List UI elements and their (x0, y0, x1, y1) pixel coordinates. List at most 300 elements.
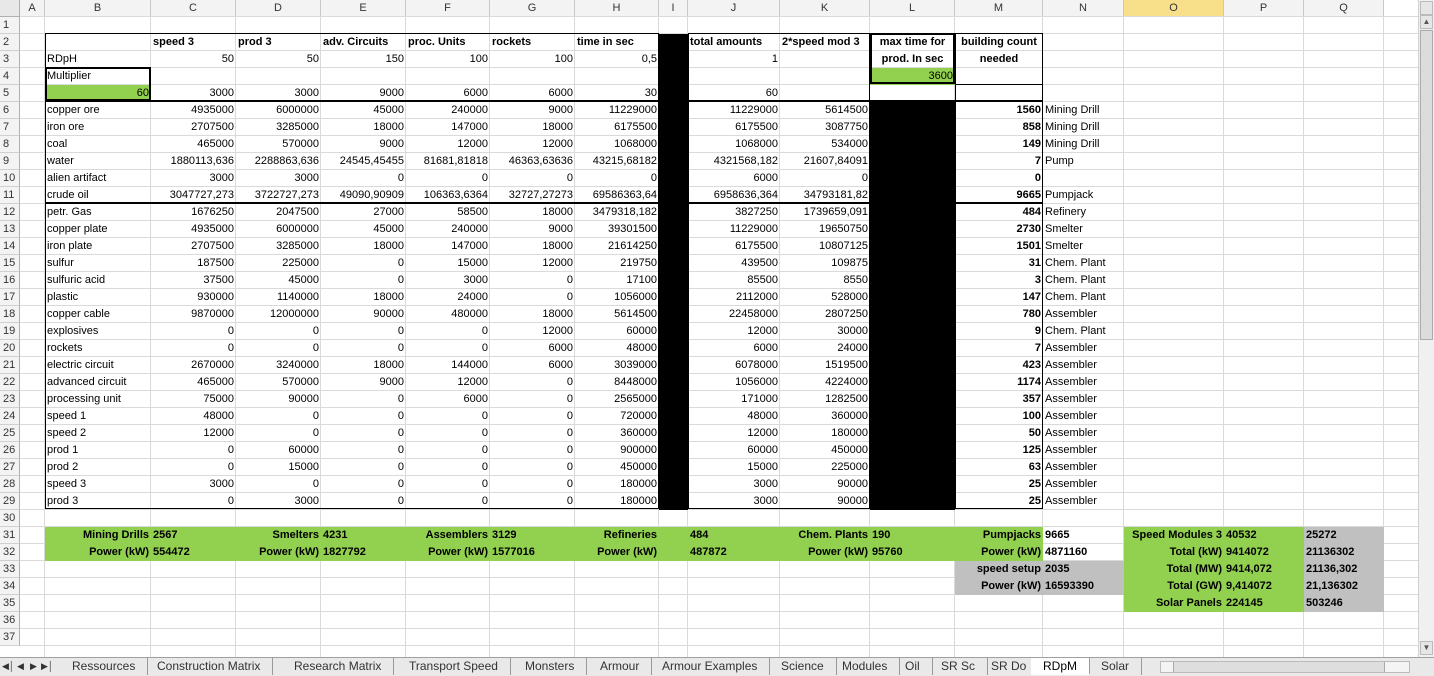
multiplier-label[interactable]: Multiplier (47, 70, 92, 82)
row-header-5[interactable]: 5 (0, 85, 20, 102)
cell-o34[interactable]: Total (GW) (1167, 580, 1222, 592)
row-header-12[interactable]: 12 (0, 204, 20, 221)
table-cell[interactable]: 9000 (548, 223, 573, 235)
table-cell[interactable]: 780 (1022, 308, 1041, 320)
row-header-14[interactable]: 14 (0, 238, 20, 255)
sheet-tab-armour-examples[interactable]: Armour Examples (650, 658, 770, 675)
table-cell[interactable]: 2730 (1016, 223, 1041, 235)
table-cell[interactable]: 0 (397, 461, 404, 473)
row-header-15[interactable]: 15 (0, 255, 20, 272)
cell-m34[interactable]: Power (kW) (981, 580, 1041, 592)
cell-o31[interactable]: Speed Modules 3 (1132, 529, 1222, 541)
table-cell[interactable]: 3000 (294, 495, 319, 507)
vertical-scroll-thumb[interactable] (1420, 30, 1433, 340)
table-cell[interactable]: 3240000 (276, 359, 319, 371)
column-header-h[interactable]: H (575, 0, 659, 17)
cell-k31[interactable]: Chem. Plants (798, 529, 868, 541)
cell-l32[interactable]: 95760 (872, 546, 903, 558)
table-cell[interactable]: 1174 (1017, 376, 1041, 388)
table-cell[interactable]: 2565000 (614, 393, 657, 405)
row-header-21[interactable]: 21 (0, 357, 20, 374)
table-cell[interactable]: 7 (1034, 155, 1041, 167)
table-cell[interactable]: 0 (566, 172, 573, 184)
table-cell[interactable]: 450000 (620, 461, 657, 473)
table-cell[interactable]: 0 (481, 427, 488, 439)
column-header-j[interactable]: J (688, 0, 780, 17)
table-cell[interactable]: 720000 (620, 410, 657, 422)
column-header-b[interactable]: B (45, 0, 151, 17)
building-type-cell[interactable]: Chem. Plant (1045, 257, 1106, 269)
table-cell[interactable]: 11229000 (729, 104, 778, 116)
table-cell[interactable]: 125 (1022, 444, 1041, 456)
column-header-k[interactable]: K (780, 0, 870, 17)
table-cell[interactable]: 1056000 (614, 291, 657, 303)
cell-h5[interactable]: 30 (644, 87, 657, 99)
table-cell[interactable]: 9870000 (191, 308, 234, 320)
column-header-c[interactable]: C (151, 0, 236, 17)
table-cell[interactable]: 3087750 (825, 121, 868, 133)
table-cell[interactable]: 18000 (373, 121, 404, 133)
table-cell[interactable]: 0 (566, 478, 573, 490)
cell-q32[interactable]: 21136302 (1306, 546, 1355, 558)
cell-f3[interactable]: 100 (469, 53, 488, 65)
cell-g3[interactable]: 100 (554, 53, 573, 65)
row-header-18[interactable]: 18 (0, 306, 20, 323)
table-cell[interactable]: 0 (227, 325, 234, 337)
table-cell[interactable]: 2288863,636 (254, 155, 319, 167)
building-type-cell[interactable]: Assembler (1045, 359, 1097, 371)
cell-l3[interactable]: prod. In sec (881, 53, 944, 65)
table-cell[interactable]: 48000 (747, 410, 778, 422)
cell-c31[interactable]: 2567 (153, 529, 178, 541)
table-cell[interactable]: 3000 (294, 172, 319, 184)
cell-k32[interactable]: Power (kW) (808, 546, 868, 558)
table-cell[interactable]: 18000 (373, 240, 404, 252)
cell-n34[interactable]: 16593390 (1045, 580, 1094, 592)
building-type-cell[interactable]: Smelter (1045, 240, 1083, 252)
table-cell[interactable]: 4935000 (191, 223, 234, 235)
cell-d32[interactable]: Power (kW) (259, 546, 319, 558)
table-cell[interactable]: 0 (227, 342, 234, 354)
table-cell[interactable]: 360000 (620, 427, 657, 439)
table-cell[interactable]: 69586363,64 (592, 189, 657, 201)
cell-m33[interactable]: speed setup (976, 563, 1041, 575)
horizontal-scroll-thumb[interactable] (1173, 662, 1385, 672)
column-header-n[interactable]: N (1043, 0, 1124, 17)
item-name-cell[interactable]: iron ore (47, 121, 85, 133)
table-cell[interactable]: 240000 (451, 223, 488, 235)
table-cell[interactable]: 11229000 (608, 104, 657, 116)
table-cell[interactable]: 225000 (831, 461, 868, 473)
table-cell[interactable]: 22458000 (729, 308, 778, 320)
table-cell[interactable]: 0 (650, 172, 657, 184)
table-cell[interactable]: 8550 (843, 274, 868, 286)
column-header-i[interactable]: I (659, 0, 688, 17)
table-cell[interactable]: 450000 (831, 444, 868, 456)
table-cell[interactable]: 4935000 (191, 104, 234, 116)
table-cell[interactable]: 0 (312, 325, 319, 337)
item-name-cell[interactable]: prod 1 (47, 444, 79, 456)
building-type-cell[interactable]: Assembler (1045, 342, 1097, 354)
table-cell[interactable]: 357 (1022, 393, 1041, 405)
table-cell[interactable]: 0 (227, 444, 234, 456)
table-cell[interactable]: 187500 (197, 257, 234, 269)
sheet-tab-modules[interactable]: Modules (830, 658, 900, 675)
item-name-cell[interactable]: prod 3 (47, 495, 79, 507)
table-cell[interactable]: 24000 (837, 342, 868, 354)
table-cell[interactable]: 180000 (620, 495, 657, 507)
table-cell[interactable]: 58500 (457, 206, 488, 218)
sheet-tab-construction-matrix[interactable]: Construction Matrix (145, 658, 273, 675)
sheet-tab-monsters[interactable]: Monsters (513, 658, 587, 675)
table-cell[interactable]: 15000 (747, 461, 778, 473)
table-cell[interactable]: 4321568,182 (713, 155, 778, 167)
row-header-3[interactable]: 3 (0, 51, 20, 68)
scroll-up-arrow-icon[interactable]: ▲ (1420, 15, 1433, 29)
table-cell[interactable]: 6000000 (276, 223, 319, 235)
building-type-cell[interactable]: Assembler (1045, 427, 1097, 439)
item-name-cell[interactable]: sulfur (47, 257, 74, 269)
column-header-o[interactable]: O (1124, 0, 1224, 17)
table-cell[interactable]: 528000 (831, 291, 868, 303)
row-header-33[interactable]: 33 (0, 561, 20, 578)
table-cell[interactable]: 31 (1028, 257, 1041, 269)
cell-h3[interactable]: 0,5 (641, 53, 657, 65)
table-cell[interactable]: 6000 (753, 342, 778, 354)
table-cell[interactable]: 144000 (451, 359, 488, 371)
building-type-cell[interactable]: Mining Drill (1045, 121, 1100, 133)
row-header-2[interactable]: 2 (0, 34, 20, 51)
item-name-cell[interactable]: explosives (47, 325, 99, 337)
table-cell[interactable]: 60000 (626, 325, 657, 337)
table-cell[interactable]: 37500 (203, 274, 234, 286)
table-cell[interactable]: 0 (566, 291, 573, 303)
cell-p34[interactable]: 9,414072 (1226, 580, 1272, 592)
table-cell[interactable]: 50 (1028, 427, 1041, 439)
cell-n33[interactable]: 2035 (1045, 563, 1070, 575)
table-cell[interactable]: 0 (1034, 172, 1041, 184)
table-cell[interactable]: 90000 (288, 393, 319, 405)
table-cell[interactable]: 11229000 (729, 223, 778, 235)
table-cell[interactable]: 48000 (626, 342, 657, 354)
building-type-cell[interactable]: Smelter (1045, 223, 1083, 235)
table-cell[interactable]: 0 (397, 325, 404, 337)
table-cell[interactable]: 2807250 (825, 308, 868, 320)
cell-e5[interactable]: 9000 (379, 87, 404, 99)
table-cell[interactable]: 570000 (282, 138, 319, 150)
row-header-22[interactable]: 22 (0, 374, 20, 391)
sheet-tab-solar[interactable]: Solar (1089, 658, 1142, 675)
cell-b31[interactable]: Mining Drills (83, 529, 149, 541)
item-name-cell[interactable]: coal (47, 138, 68, 150)
table-cell[interactable]: 3000 (753, 495, 778, 507)
table-cell[interactable]: 0 (397, 478, 404, 490)
table-cell[interactable]: 48000 (203, 410, 234, 422)
table-cell[interactable]: 1519500 (825, 359, 868, 371)
table-cell[interactable]: 0 (397, 172, 404, 184)
row-header-10[interactable]: 10 (0, 170, 20, 187)
table-cell[interactable]: 0 (312, 427, 319, 439)
table-cell[interactable]: 9000 (379, 138, 404, 150)
cell-e3[interactable]: 150 (385, 53, 404, 65)
next-sheet-icon[interactable]: ▶ (30, 661, 37, 671)
row-header-28[interactable]: 28 (0, 476, 20, 493)
table-cell[interactable]: 0 (566, 444, 573, 456)
table-cell[interactable]: 6175500 (614, 121, 657, 133)
table-cell[interactable]: 49090,90909 (339, 189, 404, 201)
sheet-tab-rdpm[interactable]: RDpM (1031, 658, 1090, 675)
table-cell[interactable]: 3285000 (276, 121, 319, 133)
building-type-cell[interactable]: Assembler (1045, 461, 1097, 473)
table-cell[interactable]: 21614250 (608, 240, 657, 252)
table-cell[interactable]: 32727,27273 (508, 189, 573, 201)
table-cell[interactable]: 6175500 (735, 121, 778, 133)
table-cell[interactable]: 18000 (542, 308, 573, 320)
table-cell[interactable]: 2707500 (191, 121, 234, 133)
table-cell[interactable]: 6000 (753, 172, 778, 184)
table-cell[interactable]: 17100 (626, 274, 657, 286)
table-cell[interactable]: 18000 (542, 240, 573, 252)
column-header-f[interactable]: F (406, 0, 490, 17)
cell-j3[interactable]: 1 (771, 53, 778, 65)
row-header-20[interactable]: 20 (0, 340, 20, 357)
cell-h31[interactable]: Refineries (603, 529, 657, 541)
cell-h2[interactable]: time in sec (577, 36, 634, 48)
table-cell[interactable]: 3722727,273 (254, 189, 319, 201)
row-header-1[interactable]: 1 (0, 17, 20, 34)
column-header-l[interactable]: L (870, 0, 955, 17)
table-cell[interactable]: 24000 (457, 291, 488, 303)
table-cell[interactable]: 219750 (620, 257, 657, 269)
table-cell[interactable]: 171000 (741, 393, 778, 405)
table-cell[interactable]: 360000 (831, 410, 868, 422)
table-cell[interactable]: 180000 (620, 478, 657, 490)
table-cell[interactable]: 1560 (1016, 104, 1041, 116)
table-cell[interactable]: 6958636,364 (713, 189, 778, 201)
cell-l2[interactable]: max time for (879, 36, 946, 48)
table-cell[interactable]: 9 (1034, 325, 1041, 337)
table-cell[interactable]: 484 (1022, 206, 1041, 218)
cell-k2[interactable]: 2*speed mod 3 (782, 36, 860, 48)
table-cell[interactable]: 0 (397, 393, 404, 405)
building-type-cell[interactable]: Assembler (1045, 376, 1097, 388)
table-cell[interactable]: 0 (481, 172, 488, 184)
column-header-a[interactable]: A (20, 0, 45, 17)
table-cell[interactable]: 3000 (209, 478, 234, 490)
sheet-tab-armour[interactable]: Armour (588, 658, 652, 675)
cell-f5[interactable]: 6000 (463, 87, 488, 99)
item-name-cell[interactable]: copper plate (47, 223, 108, 235)
table-cell[interactable]: 1140000 (276, 291, 319, 303)
table-cell[interactable]: 3000 (753, 478, 778, 490)
item-name-cell[interactable]: speed 3 (47, 478, 87, 490)
table-cell[interactable]: 109875 (831, 257, 868, 269)
table-cell[interactable]: 45000 (373, 223, 404, 235)
table-cell[interactable]: 18000 (542, 206, 573, 218)
building-type-cell[interactable] (1043, 170, 1124, 187)
table-cell[interactable]: 60000 (288, 444, 319, 456)
table-cell[interactable]: 0 (312, 478, 319, 490)
item-name-cell[interactable]: rockets (47, 342, 83, 354)
table-cell[interactable]: 2112000 (735, 291, 778, 303)
table-cell[interactable]: 19650750 (819, 223, 868, 235)
sheet-tab-sr-sc[interactable]: SR Sc (929, 658, 988, 675)
item-name-cell[interactable]: crude oil (47, 189, 89, 201)
table-cell[interactable]: 24545,45455 (339, 155, 404, 167)
table-cell[interactable]: 240000 (451, 104, 488, 116)
table-cell[interactable]: 63 (1028, 461, 1041, 473)
table-cell[interactable]: 3000 (209, 172, 234, 184)
item-name-cell[interactable]: iron plate (47, 240, 93, 252)
cell-n32[interactable]: 4871160 (1045, 546, 1088, 558)
table-cell[interactable]: 439500 (741, 257, 778, 269)
table-cell[interactable]: 0 (566, 393, 573, 405)
row-header-36[interactable]: 36 (0, 612, 20, 629)
cell-p32[interactable]: 9414072 (1226, 546, 1269, 558)
cell-j31[interactable]: 484 (690, 529, 709, 541)
table-cell[interactable]: 0 (397, 444, 404, 456)
table-cell[interactable]: 6000 (548, 359, 573, 371)
table-cell[interactable]: 0 (481, 495, 488, 507)
table-cell[interactable]: 81681,81818 (423, 155, 488, 167)
item-name-cell[interactable]: alien artifact (47, 172, 107, 184)
table-cell[interactable]: 0 (227, 461, 234, 473)
table-cell[interactable]: 6000 (463, 393, 488, 405)
split-box[interactable] (1420, 1, 1433, 15)
table-cell[interactable]: 18000 (542, 121, 573, 133)
building-type-cell[interactable]: Assembler (1045, 444, 1097, 456)
table-cell[interactable]: 12000 (747, 325, 778, 337)
table-cell[interactable]: 12000 (542, 257, 573, 269)
column-header-g[interactable]: G (490, 0, 575, 17)
cell-c3[interactable]: 50 (221, 53, 234, 65)
table-cell[interactable]: 7 (1034, 342, 1041, 354)
table-cell[interactable]: 12000 (457, 138, 488, 150)
table-cell[interactable]: 0 (397, 427, 404, 439)
table-cell[interactable]: 45000 (288, 274, 319, 286)
table-cell[interactable]: 5614500 (614, 308, 657, 320)
table-cell[interactable]: 1056000 (735, 376, 778, 388)
cell-e32[interactable]: 1827792 (323, 546, 366, 558)
building-type-cell[interactable]: Assembler (1045, 393, 1097, 405)
table-cell[interactable]: 3 (1034, 274, 1041, 286)
cell-q34[interactable]: 21,136302 (1306, 580, 1358, 592)
table-cell[interactable]: 1068000 (735, 138, 778, 150)
cell-m31[interactable]: Pumpjacks (982, 529, 1041, 541)
table-cell[interactable]: 6078000 (735, 359, 778, 371)
table-cell[interactable]: 12000 (542, 325, 573, 337)
table-cell[interactable]: 9000 (548, 104, 573, 116)
table-cell[interactable]: 149 (1022, 138, 1041, 150)
table-cell[interactable]: 10807125 (819, 240, 868, 252)
table-cell[interactable]: 0 (566, 274, 573, 286)
table-cell[interactable]: 9000 (379, 376, 404, 388)
table-cell[interactable]: 423 (1022, 359, 1041, 371)
row-header-25[interactable]: 25 (0, 425, 20, 442)
table-cell[interactable]: 0 (481, 461, 488, 473)
item-name-cell[interactable]: electric circuit (47, 359, 114, 371)
building-type-cell[interactable]: Assembler (1045, 495, 1097, 507)
table-cell[interactable]: 15000 (457, 257, 488, 269)
table-cell[interactable]: 100 (1022, 410, 1041, 422)
row-header-24[interactable]: 24 (0, 408, 20, 425)
cell-q31[interactable]: 25272 (1306, 529, 1337, 541)
table-cell[interactable]: 90000 (373, 308, 404, 320)
cell-g5[interactable]: 6000 (548, 87, 573, 99)
cell-o35[interactable]: Solar Panels (1155, 597, 1222, 609)
sheet-tab-ressources[interactable]: Ressources (60, 658, 148, 675)
table-cell[interactable]: 3000 (463, 274, 488, 286)
table-cell[interactable]: 90000 (837, 495, 868, 507)
sheet-tab-sr-do[interactable]: SR Do (979, 658, 1039, 675)
cell-e31[interactable]: 4231 (323, 529, 348, 541)
table-cell[interactable]: 75000 (203, 393, 234, 405)
row-header-7[interactable]: 7 (0, 119, 20, 136)
table-cell[interactable]: 12000000 (270, 308, 319, 320)
building-type-cell[interactable]: Assembler (1045, 410, 1097, 422)
table-cell[interactable]: 0 (566, 427, 573, 439)
cell-g2[interactable]: rockets (492, 36, 532, 48)
cell-o32[interactable]: Total (kW) (1169, 546, 1222, 558)
row-header-35[interactable]: 35 (0, 595, 20, 612)
building-type-cell[interactable]: Assembler (1045, 478, 1097, 490)
table-cell[interactable]: 15000 (288, 461, 319, 473)
table-cell[interactable]: 90000 (837, 478, 868, 490)
item-name-cell[interactable]: copper ore (47, 104, 100, 116)
table-cell[interactable]: 46363,63636 (508, 155, 573, 167)
select-all-corner[interactable] (0, 0, 20, 17)
table-cell[interactable]: 1501 (1016, 240, 1041, 252)
cell-j2[interactable]: total amounts (690, 36, 763, 48)
table-cell[interactable]: 25 (1028, 495, 1041, 507)
row-header-8[interactable]: 8 (0, 136, 20, 153)
cell-m32[interactable]: Power (kW) (981, 546, 1041, 558)
max-time-value[interactable]: 3600 (928, 70, 953, 82)
cell-d5[interactable]: 3000 (294, 87, 319, 99)
row-header-27[interactable]: 27 (0, 459, 20, 476)
table-cell[interactable]: 3047727,273 (169, 189, 234, 201)
building-type-cell[interactable]: Pumpjack (1045, 189, 1094, 201)
cell-d31[interactable]: Smelters (272, 529, 319, 541)
building-type-cell[interactable]: Mining Drill (1045, 138, 1100, 150)
item-name-cell[interactable]: plastic (47, 291, 79, 303)
row-header-31[interactable]: 31 (0, 527, 20, 544)
cell-o33[interactable]: Total (MW) (1166, 563, 1222, 575)
cell-c2[interactable]: speed 3 (153, 36, 194, 48)
building-type-cell[interactable]: Chem. Plant (1045, 291, 1106, 303)
cell-n31[interactable]: 9665 (1045, 529, 1070, 541)
table-cell[interactable]: 0 (566, 376, 573, 388)
multiplier-value[interactable]: 60 (136, 87, 149, 99)
cell-d3[interactable]: 50 (306, 53, 319, 65)
row-header-11[interactable]: 11 (0, 187, 20, 204)
table-cell[interactable]: 858 (1022, 121, 1041, 133)
table-cell[interactable]: 18000 (373, 291, 404, 303)
cell-c5[interactable]: 3000 (209, 87, 234, 99)
table-cell[interactable]: 0 (481, 410, 488, 422)
table-cell[interactable]: 27000 (373, 206, 404, 218)
table-cell[interactable]: 0 (481, 478, 488, 490)
table-cell[interactable]: 3827250 (735, 206, 778, 218)
cell-f31[interactable]: Assemblers (425, 529, 488, 541)
table-cell[interactable]: 0 (227, 495, 234, 507)
table-cell[interactable]: 147 (1022, 291, 1041, 303)
table-cell[interactable]: 4224000 (825, 376, 868, 388)
table-cell[interactable]: 25 (1028, 478, 1041, 490)
row-header-6[interactable]: 6 (0, 102, 20, 119)
cell-c32[interactable]: 554472 (153, 546, 190, 558)
column-header-p[interactable]: P (1224, 0, 1304, 17)
